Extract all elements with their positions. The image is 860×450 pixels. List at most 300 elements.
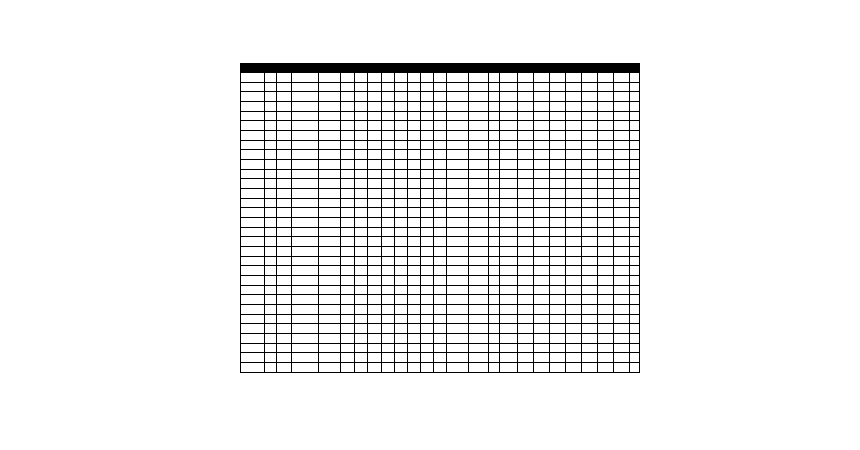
table-cell xyxy=(382,276,395,286)
table-cell xyxy=(469,353,489,363)
column-header xyxy=(421,64,434,73)
table-cell xyxy=(421,73,434,83)
table-cell xyxy=(489,363,500,373)
table-cell xyxy=(489,286,500,295)
table-cell xyxy=(408,257,421,266)
table-cell xyxy=(489,334,500,344)
table-cell xyxy=(408,228,421,237)
table-cell xyxy=(582,160,598,170)
table-cell xyxy=(534,363,550,373)
table-cell xyxy=(630,83,640,92)
table-cell xyxy=(265,92,277,102)
table-cell xyxy=(447,315,469,324)
table-row xyxy=(241,344,640,353)
table-cell xyxy=(598,160,614,170)
table-cell xyxy=(241,228,265,237)
table-cell xyxy=(241,315,265,324)
table-cell xyxy=(614,315,630,324)
table-cell xyxy=(277,170,292,179)
table-row xyxy=(241,237,640,247)
table-cell xyxy=(630,295,640,305)
table-cell xyxy=(292,266,319,276)
table-cell xyxy=(277,73,292,83)
table-cell xyxy=(447,141,469,150)
table-cell xyxy=(518,228,534,237)
table-cell xyxy=(265,150,277,160)
table-cell xyxy=(355,218,368,228)
table-cell xyxy=(277,353,292,363)
table-row xyxy=(241,257,640,266)
table-cell xyxy=(447,247,469,257)
table-cell xyxy=(500,131,518,141)
table-cell xyxy=(534,179,550,189)
table-cell xyxy=(434,92,447,102)
table-cell xyxy=(582,92,598,102)
table-cell xyxy=(500,295,518,305)
table-cell xyxy=(582,247,598,257)
table-cell xyxy=(421,150,434,160)
table-cell xyxy=(566,286,582,295)
table-cell xyxy=(534,141,550,150)
table-row xyxy=(241,305,640,315)
table-cell xyxy=(582,73,598,83)
table-cell xyxy=(292,83,319,92)
table-cell xyxy=(582,83,598,92)
column-header xyxy=(319,64,341,73)
table-cell xyxy=(489,257,500,266)
table-cell xyxy=(550,228,566,237)
table-cell xyxy=(500,121,518,131)
table-cell xyxy=(368,141,382,150)
table-cell xyxy=(395,228,408,237)
table-cell xyxy=(421,266,434,276)
table-cell xyxy=(265,286,277,295)
table-cell xyxy=(421,170,434,179)
table-cell xyxy=(518,295,534,305)
table-cell xyxy=(421,315,434,324)
table-cell xyxy=(319,199,341,208)
table-cell xyxy=(341,170,355,179)
table-cell xyxy=(265,257,277,266)
table-cell xyxy=(598,218,614,228)
table-cell xyxy=(292,131,319,141)
table-cell xyxy=(582,334,598,344)
table-cell xyxy=(382,131,395,141)
table-cell xyxy=(341,218,355,228)
table-cell xyxy=(489,344,500,353)
column-header xyxy=(534,64,550,73)
table-cell xyxy=(469,208,489,218)
table-cell xyxy=(434,353,447,363)
table-cell xyxy=(408,141,421,150)
table-cell xyxy=(518,92,534,102)
table-cell xyxy=(292,189,319,199)
table-cell xyxy=(408,92,421,102)
table-cell xyxy=(582,199,598,208)
table-cell xyxy=(550,315,566,324)
table-cell xyxy=(550,102,566,112)
table-cell xyxy=(265,102,277,112)
table-cell xyxy=(582,344,598,353)
table-cell xyxy=(614,199,630,208)
table-cell xyxy=(265,334,277,344)
column-header xyxy=(368,64,382,73)
table-cell xyxy=(500,150,518,160)
table-cell xyxy=(408,363,421,373)
table-cell xyxy=(566,141,582,150)
table-cell xyxy=(534,247,550,257)
table-cell xyxy=(395,218,408,228)
table-cell xyxy=(550,208,566,218)
table-cell xyxy=(368,324,382,334)
table-cell xyxy=(500,266,518,276)
table-cell xyxy=(534,121,550,131)
table-cell xyxy=(489,218,500,228)
table-cell xyxy=(598,102,614,112)
table-cell xyxy=(319,179,341,189)
table-cell xyxy=(292,257,319,266)
table-cell xyxy=(534,257,550,266)
table-cell xyxy=(277,363,292,373)
table-cell xyxy=(598,92,614,102)
table-cell xyxy=(434,131,447,141)
table-cell xyxy=(368,179,382,189)
table-cell xyxy=(355,150,368,160)
table-cell xyxy=(500,112,518,121)
table-cell xyxy=(421,237,434,247)
table-cell xyxy=(598,257,614,266)
table-cell xyxy=(566,170,582,179)
table-cell xyxy=(382,121,395,131)
table-cell xyxy=(421,141,434,150)
table-row xyxy=(241,92,640,102)
table-cell xyxy=(630,286,640,295)
table-cell xyxy=(292,305,319,315)
table-cell xyxy=(582,189,598,199)
table-cell xyxy=(341,315,355,324)
table-cell xyxy=(241,334,265,344)
table-cell xyxy=(469,150,489,160)
table-cell xyxy=(408,199,421,208)
table-cell xyxy=(598,208,614,218)
table-cell xyxy=(489,150,500,160)
table-cell xyxy=(489,160,500,170)
table-cell xyxy=(319,102,341,112)
table-cell xyxy=(368,344,382,353)
table-cell xyxy=(408,305,421,315)
table-cell xyxy=(277,83,292,92)
table-cell xyxy=(469,141,489,150)
table-cell xyxy=(395,121,408,131)
table-cell xyxy=(447,92,469,102)
table-cell xyxy=(265,228,277,237)
table-cell xyxy=(277,131,292,141)
table-cell xyxy=(582,218,598,228)
table-cell xyxy=(489,237,500,247)
table-cell xyxy=(614,305,630,315)
table-cell xyxy=(341,112,355,121)
table-cell xyxy=(614,141,630,150)
table-cell xyxy=(550,344,566,353)
table-cell xyxy=(434,334,447,344)
table-cell xyxy=(368,102,382,112)
table-cell xyxy=(408,237,421,247)
table-cell xyxy=(408,276,421,286)
table-row xyxy=(241,179,640,189)
table-row xyxy=(241,73,640,83)
table-cell xyxy=(421,121,434,131)
column-header xyxy=(630,64,640,73)
table-cell xyxy=(241,112,265,121)
table-cell xyxy=(265,160,277,170)
table-cell xyxy=(355,121,368,131)
table-cell xyxy=(421,179,434,189)
table-row xyxy=(241,315,640,324)
table-cell xyxy=(582,353,598,363)
table-cell xyxy=(292,141,319,150)
table-cell xyxy=(500,344,518,353)
table-cell xyxy=(341,344,355,353)
table-cell xyxy=(277,247,292,257)
column-header xyxy=(582,64,598,73)
data-table xyxy=(240,63,640,373)
table-cell xyxy=(434,208,447,218)
table-cell xyxy=(319,208,341,218)
table-cell xyxy=(489,83,500,92)
table-cell xyxy=(447,353,469,363)
table-cell xyxy=(598,344,614,353)
table-cell xyxy=(292,334,319,344)
table-cell xyxy=(368,199,382,208)
table-cell xyxy=(395,266,408,276)
table-cell xyxy=(368,257,382,266)
table-cell xyxy=(292,121,319,131)
table-cell xyxy=(489,305,500,315)
table-cell xyxy=(518,315,534,324)
table-cell xyxy=(434,266,447,276)
table-cell xyxy=(582,228,598,237)
table-cell xyxy=(395,102,408,112)
table-cell xyxy=(355,334,368,344)
table-cell xyxy=(582,170,598,179)
table-cell xyxy=(518,189,534,199)
table-cell xyxy=(630,353,640,363)
table-cell xyxy=(469,131,489,141)
table-cell xyxy=(566,92,582,102)
table-cell xyxy=(630,102,640,112)
table-cell xyxy=(518,266,534,276)
table-cell xyxy=(630,247,640,257)
table-cell xyxy=(518,131,534,141)
table-cell xyxy=(598,363,614,373)
table-cell xyxy=(469,305,489,315)
table-cell xyxy=(582,102,598,112)
table-cell xyxy=(319,305,341,315)
table-cell xyxy=(489,208,500,218)
table-cell xyxy=(550,247,566,257)
column-header xyxy=(277,64,292,73)
table-cell xyxy=(469,257,489,266)
table-cell xyxy=(518,160,534,170)
table-cell xyxy=(598,141,614,150)
table-cell xyxy=(341,141,355,150)
table-cell xyxy=(368,286,382,295)
table-cell xyxy=(355,199,368,208)
table-cell xyxy=(500,334,518,344)
table-cell xyxy=(421,295,434,305)
table-body xyxy=(241,73,640,373)
table-cell xyxy=(395,208,408,218)
table-cell xyxy=(534,353,550,363)
table-cell xyxy=(598,179,614,189)
table-cell xyxy=(341,228,355,237)
table-row xyxy=(241,295,640,305)
table-cell xyxy=(518,141,534,150)
table-cell xyxy=(489,199,500,208)
table-cell xyxy=(277,305,292,315)
table-cell xyxy=(421,189,434,199)
table-cell xyxy=(598,228,614,237)
table-cell xyxy=(582,112,598,121)
table-cell xyxy=(382,218,395,228)
table-cell xyxy=(489,228,500,237)
table-cell xyxy=(421,324,434,334)
table-cell xyxy=(550,131,566,141)
table-cell xyxy=(408,344,421,353)
table-cell xyxy=(434,83,447,92)
table-cell xyxy=(630,324,640,334)
table-cell xyxy=(241,92,265,102)
table-cell xyxy=(630,305,640,315)
table-cell xyxy=(319,112,341,121)
table-cell xyxy=(277,208,292,218)
table-cell xyxy=(550,150,566,160)
table-cell xyxy=(341,247,355,257)
table-cell xyxy=(355,315,368,324)
table-row xyxy=(241,83,640,92)
table-row xyxy=(241,102,640,112)
table-cell xyxy=(421,112,434,121)
table-cell xyxy=(292,276,319,286)
table-cell xyxy=(447,324,469,334)
table-cell xyxy=(566,160,582,170)
table-cell xyxy=(614,334,630,344)
table-cell xyxy=(518,208,534,218)
table-cell xyxy=(630,92,640,102)
table-cell xyxy=(341,83,355,92)
table-cell xyxy=(408,353,421,363)
table-cell xyxy=(292,112,319,121)
table-cell xyxy=(518,83,534,92)
table-cell xyxy=(534,324,550,334)
table-cell xyxy=(277,121,292,131)
table-cell xyxy=(355,102,368,112)
table-cell xyxy=(566,189,582,199)
table-cell xyxy=(277,344,292,353)
table-cell xyxy=(382,150,395,160)
table-cell xyxy=(550,353,566,363)
table-cell xyxy=(534,189,550,199)
table-cell xyxy=(395,324,408,334)
table-cell xyxy=(518,121,534,131)
table-cell xyxy=(277,266,292,276)
table-cell xyxy=(265,344,277,353)
table-cell xyxy=(434,324,447,334)
table-cell xyxy=(355,247,368,257)
table-cell xyxy=(469,160,489,170)
table-cell xyxy=(518,363,534,373)
table-cell xyxy=(500,353,518,363)
table-cell xyxy=(500,141,518,150)
table-cell xyxy=(241,179,265,189)
table-cell xyxy=(582,324,598,334)
table-cell xyxy=(469,228,489,237)
table-cell xyxy=(500,102,518,112)
table-cell xyxy=(582,295,598,305)
table-cell xyxy=(447,121,469,131)
column-header xyxy=(355,64,368,73)
table-cell xyxy=(421,208,434,218)
table-cell xyxy=(469,102,489,112)
table-cell xyxy=(469,121,489,131)
table-cell xyxy=(630,363,640,373)
table-cell xyxy=(368,266,382,276)
table-cell xyxy=(447,150,469,160)
table-cell xyxy=(341,295,355,305)
table-cell xyxy=(421,92,434,102)
table-cell xyxy=(368,353,382,363)
table-cell xyxy=(614,179,630,189)
table-row xyxy=(241,160,640,170)
table-cell xyxy=(469,247,489,257)
table-cell xyxy=(550,237,566,247)
table-cell xyxy=(550,141,566,150)
table-cell xyxy=(368,83,382,92)
table-cell xyxy=(355,189,368,199)
table-cell xyxy=(382,112,395,121)
table-cell xyxy=(241,344,265,353)
table-cell xyxy=(447,208,469,218)
table-cell xyxy=(550,73,566,83)
table-cell xyxy=(382,228,395,237)
table-cell xyxy=(368,363,382,373)
table-cell xyxy=(434,228,447,237)
table-cell xyxy=(241,363,265,373)
table-cell xyxy=(319,334,341,344)
table-cell xyxy=(582,208,598,218)
table-cell xyxy=(518,305,534,315)
table-cell xyxy=(566,257,582,266)
table-cell xyxy=(292,247,319,257)
table-cell xyxy=(319,150,341,160)
table-cell xyxy=(421,286,434,295)
table-cell xyxy=(241,160,265,170)
table-cell xyxy=(434,170,447,179)
table-cell xyxy=(630,189,640,199)
table-cell xyxy=(447,305,469,315)
table-cell xyxy=(395,334,408,344)
table-cell xyxy=(241,150,265,160)
table-cell xyxy=(614,353,630,363)
table-cell xyxy=(341,102,355,112)
table-cell xyxy=(582,315,598,324)
table-cell xyxy=(630,73,640,83)
table-cell xyxy=(489,266,500,276)
table-cell xyxy=(469,189,489,199)
table-cell xyxy=(368,150,382,160)
column-header xyxy=(500,64,518,73)
table-cell xyxy=(241,237,265,247)
